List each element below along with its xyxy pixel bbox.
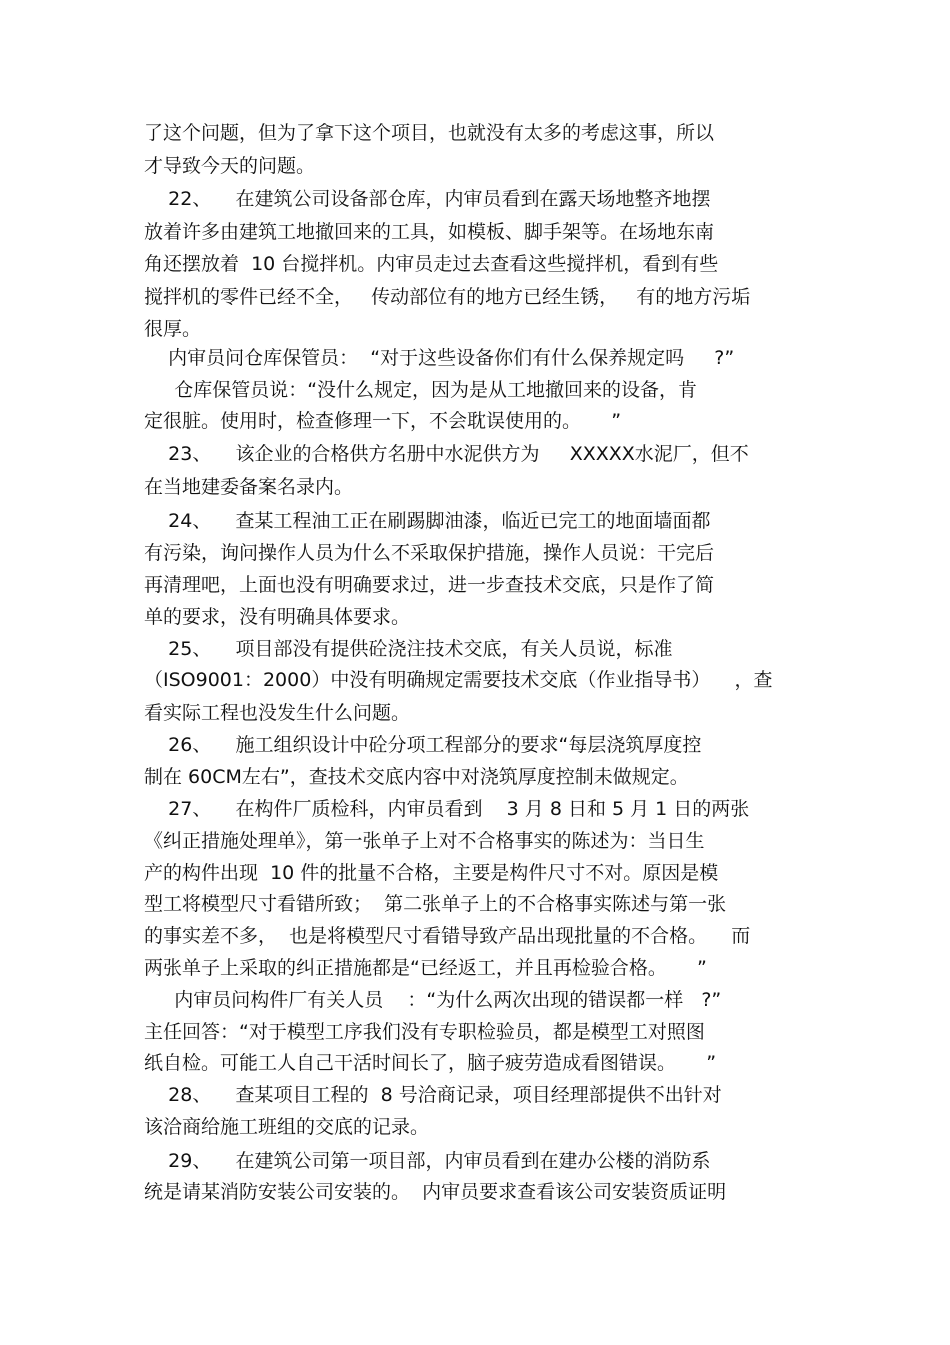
text-line: 的事实差不多， 也是将模型尺寸看错导致产品出现批量的不合格。 而 — [144, 925, 751, 947]
text-line: 产的构件出现 10 件的批量不合格，主要是构件尺寸不对。原因是模 — [144, 862, 719, 884]
text-line: 看实际工程也没发生什么问题。 — [144, 702, 411, 724]
text-line: 放着许多由建筑工地撤回来的工具，如模板、脚手架等。在场地东南 — [144, 221, 715, 243]
text-line: 25、 项目部没有提供砼浇注技术交底，有关人员说，标准 — [144, 638, 673, 660]
text-line: 内审员问仓库保管员： “对于这些设备你们有什么保养规定吗 ?” — [144, 347, 735, 369]
text-line: 29、 在建筑公司第一项目部，内审员看到在建办公楼的消防系 — [144, 1150, 711, 1172]
text-line: 很厚。 — [144, 318, 202, 340]
text-line: 该洽商给施工班组的交底的记录。 — [144, 1116, 430, 1138]
text-line: 27、 在构件厂质检科，内审员看到 3 月 8 日和 5 月 1 日的两张 — [144, 798, 750, 820]
text-line: 28、 查某项目工程的 8 号洽商记录，项目经理部提供不出针对 — [144, 1084, 722, 1106]
text-line: 24、 查某工程油工正在刷踢脚油漆，临近已完工的地面墙面都 — [144, 510, 711, 532]
text-line: 才导致今天的问题。 — [144, 155, 316, 177]
text-line: 主任回答：“对于模型工序我们没有专职检验员，都是模型工对照图 — [144, 1021, 705, 1043]
text-line: 搅拌机的零件已经不全， 传动部位有的地方已经生锈， 有的地方污垢 — [144, 286, 751, 308]
text-line: 《纠正措施处理单》，第一张单子上对不合格事实的陈述为：当日生 — [144, 830, 705, 852]
text-line: 在当地建委备案名录内。 — [144, 476, 354, 498]
text-line: 型工将模型尺寸看错所致； 第二张单子上的不合格事实陈述与第一张 — [144, 893, 727, 915]
text-line: 仓库保管员说：“没什么规定，因为是从工地撤回来的设备，肯 — [144, 379, 698, 401]
text-line: 23、 该企业的合格供方名册中水泥供方为 XXXXX水泥厂，但不 — [144, 443, 749, 465]
text-line: 内审员问构件厂有关人员 ：“为什么两次出现的错误都一样 ?” — [144, 989, 722, 1011]
text-line: 了这个问题，但为了拿下这个项目，也就没有太多的考虑这事，所以 — [144, 122, 715, 144]
text-line: 纸自检。可能工人自己干活时间长了，脑子疲劳造成看图错误。 ” — [144, 1052, 717, 1074]
text-line: 22、 在建筑公司设备部仓库，内审员看到在露天场地整齐地摆 — [144, 188, 711, 210]
text-line: 统是请某消防安装公司安装的。 内审员要求查看该公司安装资质证明 — [144, 1181, 727, 1203]
text-line: 再清理吧，上面也没有明确要求过，进一步查技术交底，只是作了简 — [144, 574, 715, 596]
text-line: 定很脏。使用时，检查修理一下，不会耽误使用的。 ” — [144, 410, 622, 432]
text-line: 制在 60CM左右”，查技术交底内容中对浇筑厚度控制未做规定。 — [144, 766, 689, 788]
text-line: 两张单子上采取的纠正措施都是“已经返工，并且再检验合格。 ” — [144, 957, 707, 979]
text-line: （ISO9001：2000）中没有明确规定需要技术交底（作业指导书） ，查 — [144, 669, 773, 691]
text-line: 有污染，询问操作人员为什么不采取保护措施，操作人员说：干完后 — [144, 542, 715, 564]
text-line: 角还摆放着 10 台搅拌机。内审员走过去查看这些搅拌机，看到有些 — [144, 253, 719, 275]
text-line: 单的要求，没有明确具体要求。 — [144, 606, 411, 628]
text-line: 26、 施工组织设计中砼分项工程部分的要求“每层浇筑厚度控 — [144, 734, 702, 756]
